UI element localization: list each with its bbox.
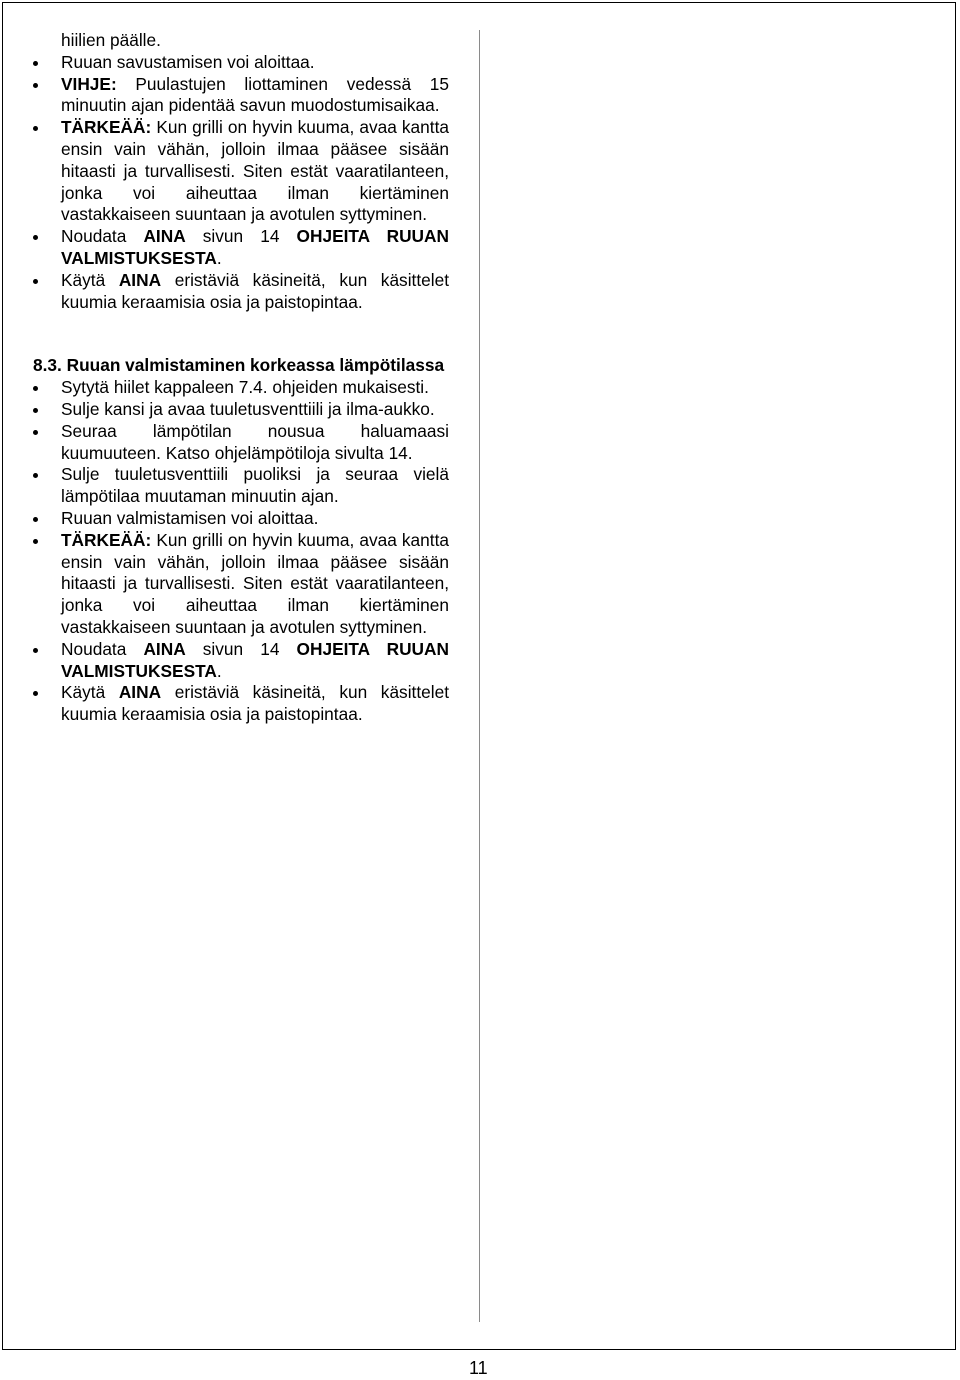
bullet-item xyxy=(33,530,449,639)
bullet-item xyxy=(33,52,449,74)
bold-text: VIHJE: xyxy=(61,73,117,94)
section-heading: 8.3. Ruuan valmistaminen korkeassa lämpötilassa xyxy=(33,355,445,376)
text-run: Ruuan valmistamisen voi aloittaa. xyxy=(61,507,319,528)
instruction-list-top xyxy=(33,30,449,313)
text-run: Ruuan savustamisen voi aloittaa. xyxy=(61,51,315,72)
text-run: Sulje kansi ja avaa tuuletusventtiili ja ilma-aukko. xyxy=(61,398,435,419)
page-number: 11 xyxy=(469,1358,488,1378)
text-run: Kun grilli on hyvin kuuma, avaa kantta ensin vain vähän, jolloin ilmaa pääsee sisään hitaasti ja turvallisesti. Siten estät vaaratilanteen, jonka voi aiheuttaa ilman kiertäminen vastakkaiseen suuntaan ja avotulen syttyminen. xyxy=(61,529,449,637)
bullet-item xyxy=(33,508,449,530)
text-run: Käytä xyxy=(61,682,119,703)
text-run: Puulastujen liottaminen vedessä 15 minuutin ajan pidentää savun muodostumisaikaa. xyxy=(61,73,449,116)
text-run: Sulje tuuletusventtiili puoliksi ja seuraa vielä lämpötilaa muutaman minuutin ajan. xyxy=(61,464,449,507)
bullet-item xyxy=(33,464,449,508)
text-run: hiilien päälle. xyxy=(61,30,161,50)
text-run: eristäviä käsineitä, kun käsittelet kuumia keraamisia osia ja paistopintaa. xyxy=(61,682,449,725)
text-run: Käytä xyxy=(61,269,119,290)
text-run: Seuraa lämpötilan nousua haluamaasi kuumuuteen. Katso ohjelämpötiloja sivulta 14. xyxy=(61,420,449,463)
bullet-item xyxy=(33,117,449,226)
text-run: Noudata xyxy=(61,638,144,659)
bullet-item xyxy=(33,421,449,465)
bold-text: TÄRKEÄÄ: xyxy=(61,117,152,138)
instruction-list-bottom xyxy=(33,377,449,726)
bold-text: AINA xyxy=(143,226,186,247)
bullet-item xyxy=(33,377,449,399)
column-divider xyxy=(479,30,480,1322)
text-run: Noudata xyxy=(61,226,144,247)
text-run: Kun grilli on hyvin kuuma, avaa kantta ensin vain vähän, jolloin ilmaa pääsee sisään hitaasti ja turvallisesti. Siten estät vaaratilanteen, jonka voi aiheuttaa ilman kiertäminen vastakkaiseen suuntaan ja avotulen syttyminen. xyxy=(61,117,449,225)
continued-text xyxy=(33,30,449,52)
bold-text: TÄRKEÄÄ: xyxy=(61,529,152,550)
text-run: sivun 14 xyxy=(185,226,297,247)
text-run: . xyxy=(216,660,222,681)
bold-text: OHJEITA RUUAN VALMISTUKSESTA xyxy=(61,638,449,681)
bold-text: AINA xyxy=(118,269,162,290)
bullet-item xyxy=(33,270,449,314)
bold-text: AINA xyxy=(118,682,162,703)
bullet-item xyxy=(33,682,449,726)
bold-text: AINA xyxy=(143,638,186,659)
bullet-item xyxy=(33,226,449,270)
text-run: sivun 14 xyxy=(185,638,297,659)
text-run: eristäviä käsineitä, kun käsittelet kuumia keraamisia osia ja paistopintaa. xyxy=(61,269,449,312)
left-column xyxy=(33,30,449,726)
bullet-item xyxy=(33,639,449,683)
bold-text: OHJEITA RUUAN VALMISTUKSESTA xyxy=(61,226,449,268)
bullet-item xyxy=(33,74,449,118)
bullet-item xyxy=(33,399,449,421)
text-run: . xyxy=(216,247,222,268)
text-run: Sytytä hiilet kappaleen 7.4. ohjeiden mukaisesti. xyxy=(61,377,429,398)
